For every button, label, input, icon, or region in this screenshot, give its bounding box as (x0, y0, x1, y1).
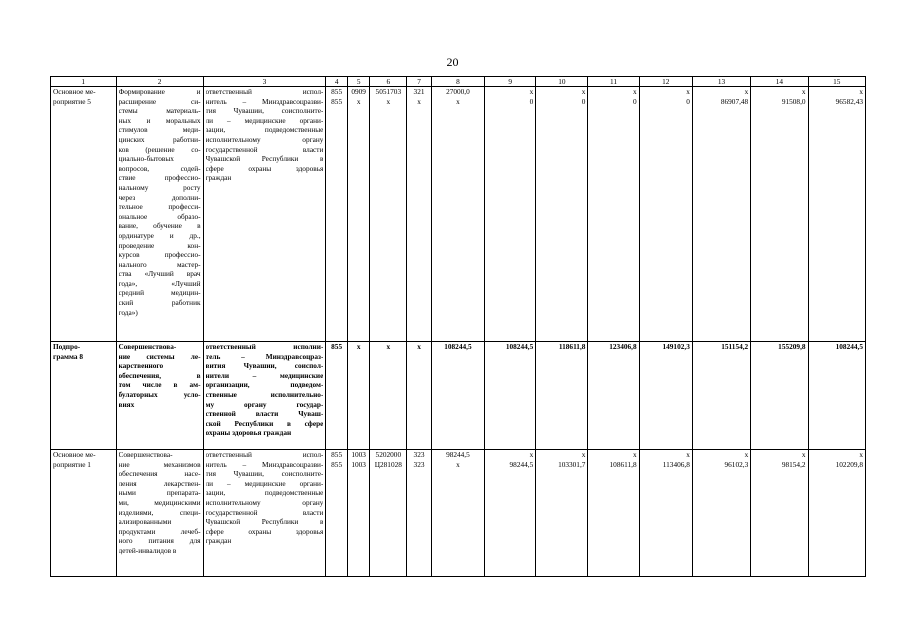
value-cell (692, 342, 750, 450)
description-cell-line: расширение си- (118, 96, 201, 106)
description-cell-line: изделиями, специ- (118, 507, 201, 517)
executor-cell-line: Чувашской Республики в (205, 517, 324, 527)
value-cell (347, 87, 370, 342)
value-line: 86907,48 (720, 96, 749, 106)
item-name-cell (51, 87, 117, 342)
description-cell-line: ализированными (118, 517, 172, 527)
value-cell (370, 450, 407, 577)
description-cell-line: ние механизмов (118, 459, 201, 469)
executor-cell-line: ли – медицинские органи- (205, 478, 324, 488)
value-cell (639, 450, 692, 577)
value-line: x (801, 450, 806, 459)
value-cell (407, 342, 432, 450)
value-cell (407, 87, 432, 342)
description-cell (116, 342, 203, 450)
executor-cell-line: исполнительному органу (205, 134, 324, 144)
value-line: 155209,8 (778, 342, 806, 351)
value-cell (326, 342, 348, 450)
value-line: 118611,8 (558, 342, 586, 351)
header-cell: 10 (536, 77, 588, 87)
description-cell-line: детей-инвалидов в (118, 545, 177, 555)
value-line: 855 (331, 96, 343, 106)
value-line: Ц281028 (374, 459, 402, 469)
description-cell-line: вание, обучение в (118, 221, 201, 231)
value-cell (639, 342, 692, 450)
executor-cell-line: ответственный исполни- (205, 342, 324, 351)
value-line: 855 (331, 342, 343, 351)
value-line: 1003 (351, 450, 366, 459)
header-cell: 1 (51, 77, 117, 87)
description-cell-line: ский работник (118, 298, 201, 308)
value-cell (751, 450, 808, 577)
description-cell-line: средний медицин- (118, 288, 201, 298)
header-cell: 12 (639, 77, 692, 87)
value-line: x (356, 342, 361, 351)
value-cell (588, 342, 639, 450)
value-cell (536, 87, 588, 342)
value-line: 0 (686, 96, 690, 106)
description-cell-line: стемы материаль- (118, 106, 201, 116)
description-cell-line: нальному росту (118, 182, 201, 192)
value-cell (751, 87, 808, 342)
value-line: 5051703 (375, 87, 402, 96)
value-line: x (581, 87, 586, 96)
header-cell: 13 (692, 77, 750, 87)
value-line: x (529, 87, 534, 96)
description-cell-line: ления лекарствен- (118, 478, 201, 488)
description-cell-line: Совершенствова- (118, 342, 177, 351)
header-cell: 8 (431, 77, 484, 87)
description-cell-line: ствие профессио- (118, 173, 201, 183)
item-name-cell-line: роприятие 5 (53, 96, 91, 106)
executor-cell-line: граждан (205, 536, 232, 546)
description-cell-line: ми, медицинскими (118, 497, 201, 507)
header-cell: 11 (588, 77, 639, 87)
description-cell (116, 450, 203, 577)
description-cell-line: булаторных усло- (118, 389, 201, 399)
value-line: x (456, 96, 460, 106)
value-line: x (686, 87, 690, 96)
value-line: x (686, 450, 690, 459)
value-line: x (529, 450, 534, 459)
description-cell (116, 87, 203, 342)
value-cell (808, 450, 865, 577)
description-cell-line: том числе в ам- (118, 380, 201, 390)
value-line: 1003 (351, 459, 366, 469)
header-row (51, 77, 866, 87)
value-cell (431, 450, 484, 577)
value-line: 91508,0 (781, 96, 806, 106)
description-cell-line: обеспечения, в (118, 370, 201, 380)
executor-cell-line: ственной власти Чуваш- (205, 409, 324, 419)
header-cell: 6 (370, 77, 407, 87)
description-cell-line: карственного (118, 361, 164, 371)
header-cell: 7 (407, 77, 432, 87)
description-cell-line: нального мастер- (118, 259, 201, 269)
value-line: x (581, 450, 586, 459)
value-line: 98244,5 (446, 450, 470, 459)
executor-cell-line: му органу государ- (205, 399, 324, 409)
executor-cell-line: ответственный испол- (205, 450, 324, 459)
value-cell (485, 450, 536, 577)
value-line: 96582,43 (835, 96, 863, 106)
value-cell (588, 450, 639, 577)
description-cell-line: Формирование и (118, 87, 201, 96)
executor-cell-line: ответственный испол- (205, 87, 324, 96)
value-line: x (859, 87, 863, 96)
header-cell: 2 (116, 77, 203, 87)
value-cell (326, 87, 348, 342)
value-cell (485, 342, 536, 450)
value-cell (370, 87, 407, 342)
value-line: 151154,2 (721, 342, 749, 351)
budget-table (50, 76, 866, 577)
description-cell-line: курсов профессио- (118, 250, 201, 260)
value-cell (536, 450, 588, 577)
value-line: x (632, 450, 637, 459)
value-line: 108244,5 (444, 342, 472, 351)
item-name-cell-line: грамма 8 (53, 351, 84, 361)
executor-cell-line: государственной власти (205, 507, 324, 517)
value-cell (485, 87, 536, 342)
item-name-cell (51, 342, 117, 450)
description-cell-line: ства «Лучший врач (118, 269, 201, 279)
value-cell (370, 342, 407, 450)
executor-cell-line: государственной власти (205, 144, 324, 154)
value-line: x (744, 450, 749, 459)
description-cell-line: вопросов, содей- (118, 163, 201, 173)
executor-cell-line: Чувашской Республики в (205, 154, 324, 164)
description-cell-line: ординатуре и др., (118, 230, 201, 240)
value-line: 113406,8 (662, 459, 690, 469)
value-line: 323 (413, 450, 425, 459)
executor-cell-line: сфере охраны здоровья (205, 163, 324, 173)
value-cell (536, 342, 588, 450)
value-line: x (417, 342, 421, 351)
value-line: 102209,8 (835, 459, 863, 469)
description-cell-line: года», «Лучший (118, 278, 201, 288)
executor-cell-line: зации, подведомственные (205, 488, 324, 498)
table-row (51, 87, 866, 342)
value-line: 123406,8 (609, 342, 637, 351)
value-cell (808, 87, 865, 342)
value-line: 108611,8 (609, 459, 637, 469)
value-line: 108244,5 (505, 342, 534, 351)
description-cell-line: цинских работни- (118, 134, 201, 144)
executor-cell-line: нители – медицинские (205, 370, 324, 380)
executor-cell-line: ской Республики в сфере (205, 418, 324, 428)
value-line: 323 (413, 459, 425, 469)
item-name-cell-line: Подпро- (53, 342, 81, 351)
executor-cell-line: тия Чувашии, соисполните- (205, 469, 324, 479)
executor-cell-line: тия Чувашии, соисполните- (205, 106, 324, 116)
value-line: x (744, 87, 749, 96)
executor-cell-line: ственные исполнительно- (205, 389, 324, 399)
item-name-cell-line: роприятие 1 (53, 459, 91, 469)
value-line: 98154,2 (781, 459, 806, 469)
executor-cell-line: исполнительному органу (205, 497, 324, 507)
page-number: 20 (446, 55, 459, 69)
description-cell-line: циально-бытовых (118, 154, 174, 164)
executor-cell-line: ли – медицинские органи- (205, 115, 324, 125)
value-line: 855 (331, 459, 343, 469)
value-line: 27000,0 (446, 87, 470, 96)
description-cell-line: Совершенствова- (118, 450, 173, 459)
description-cell-line: ных и моральных (118, 115, 201, 125)
description-cell-line: виях (118, 399, 135, 409)
value-line: 855 (331, 450, 343, 459)
header-cell: 4 (326, 77, 348, 87)
value-line: 5202000 (375, 450, 402, 459)
value-line: 0 (581, 96, 586, 106)
value-cell (639, 87, 692, 342)
value-line: 98244,5 (509, 459, 534, 469)
executor-cell-line: сфере охраны здоровья (205, 526, 324, 536)
description-cell-line: ными препарата- (118, 488, 201, 498)
value-cell (347, 450, 370, 577)
description-cell-line: проведение кон- (118, 240, 201, 250)
executor-cell-line: нитель – Минздравсоцразви- (205, 459, 324, 469)
header-cell: 15 (808, 77, 865, 87)
header-cell: 5 (347, 77, 370, 87)
value-cell (808, 342, 865, 450)
description-cell-line: тельное професси- (118, 202, 201, 212)
header-cell: 14 (751, 77, 808, 87)
value-line: x (456, 459, 460, 469)
executor-cell-line: охраны здоровья граждан (205, 428, 292, 438)
executor-cell-line: граждан (205, 173, 232, 183)
value-line: x (417, 96, 421, 106)
description-cell-line: ков (решение со- (118, 144, 201, 154)
executor-cell-line: нитель – Минздравсоцразви- (205, 96, 324, 106)
value-line: 103301,7 (558, 459, 586, 469)
description-cell-line: года») (118, 307, 138, 317)
value-cell (326, 450, 348, 577)
value-line: 108244,5 (835, 342, 863, 351)
description-cell-line: ональное образо- (118, 211, 201, 221)
description-cell-line: через дополни- (118, 192, 201, 202)
header-cell: 9 (485, 77, 536, 87)
description-cell-line: ного питания для (118, 536, 201, 546)
value-cell (431, 87, 484, 342)
header-cell: 3 (203, 77, 326, 87)
value-cell (431, 342, 484, 450)
value-line: 855 (331, 87, 343, 96)
value-line: x (632, 87, 637, 96)
value-line: 321 (413, 87, 425, 96)
description-cell-line: обеспечения насе- (118, 469, 201, 479)
value-line: x (356, 96, 361, 106)
value-cell (692, 87, 750, 342)
value-line: 0 (529, 96, 534, 106)
executor-cell (203, 342, 326, 450)
description-cell-line: стимулов меди- (118, 125, 201, 135)
value-line: 96102,3 (724, 459, 749, 469)
value-line: x (859, 450, 863, 459)
item-name-cell-line: Основное ме- (53, 450, 96, 459)
value-line: 0909 (351, 87, 366, 96)
value-cell (407, 450, 432, 577)
item-name-cell (51, 450, 117, 577)
value-line: x (386, 342, 391, 351)
value-line: x (801, 87, 806, 96)
value-cell (751, 342, 808, 450)
description-cell-line: ние системы ле- (118, 351, 201, 361)
executor-cell (203, 87, 326, 342)
executor-cell-line: вития Чувашии, соиспол- (205, 361, 324, 371)
table-row (51, 450, 866, 577)
value-line: 0 (632, 96, 637, 106)
executor-cell-line: организации, подведом- (205, 380, 324, 390)
value-line: x (386, 96, 391, 106)
executor-cell-line: зации, подведомственные (205, 125, 324, 135)
value-cell (692, 450, 750, 577)
table-row (51, 342, 866, 450)
value-cell (588, 87, 639, 342)
description-cell-line: продуктами лечеб- (118, 526, 201, 536)
executor-cell-line: тель – Минздравсоцраз- (205, 351, 324, 361)
value-line: 149102,3 (662, 342, 690, 351)
value-cell (347, 342, 370, 450)
item-name-cell-line: Основное ме- (53, 87, 96, 96)
executor-cell (203, 450, 326, 577)
